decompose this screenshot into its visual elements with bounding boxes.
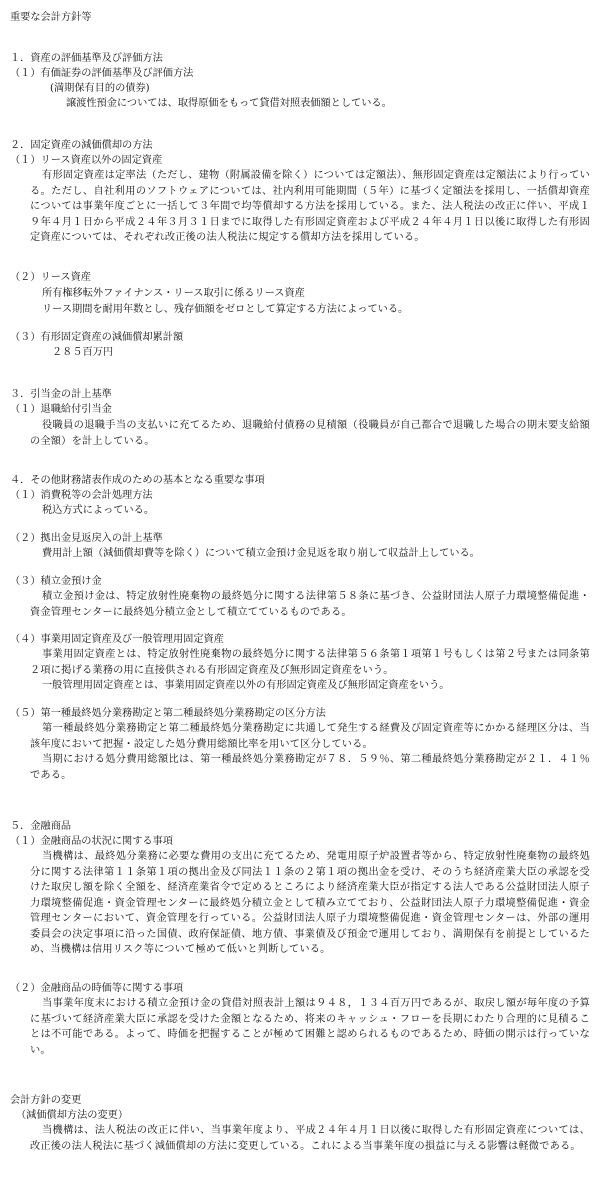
section-2-sub-2-heading: （２）リース資産 <box>10 272 91 283</box>
section-4-sub-5-body-2: 当期における処分費用総額比は、第一種最終処分業務勘定が７８．５９％、第二種最終処分業務勘定が２１．４１％である。 <box>30 754 590 781</box>
section-2-sub-2-line-1: 所有権移転外ファイナンス・リース取引に係るリース資産 <box>42 288 305 299</box>
section-5-heading: ５．金融商品 <box>10 821 72 832</box>
section-4-sub-3-body: 積立金預け金は、特定放射性廃棄物の最終処分に関する法律第５８条に基づき、公益財団法人原子力環境整備促進・資金管理センターに最終処分積立金として積立てているものである。 <box>30 591 590 618</box>
section-4-sub-5-heading: （５）第一種最終処分業務勘定と第二種最終処分業務勘定の区分方法 <box>10 708 326 719</box>
policy-change-body: 当機構は、法人税法の改正に伴い、当事業年度より、平成２４年４月１日以後に取得した有形固定資産については、改正後の法人税法に基づく減価償却の方法に変更している。これによる当事業年度の損益に与える影響は軽微である。 <box>30 1125 590 1152</box>
section-2-sub-2-line-2: リース期間を耐用年数とし、残存価額をゼロとして算定する方法によっている。 <box>42 304 409 315</box>
section-4-heading: ４．その他財務諸表作成のための基本となる重要な事項 <box>10 475 265 486</box>
document-title: 重要な会計方針等 <box>10 12 92 23</box>
section-4-sub-1-body: 税込方式によっている。 <box>42 505 155 516</box>
section-2-sub-3-value: ２８５百万円 <box>52 347 114 358</box>
section-5-sub-1-body: 当機構は、最終処分業務に必要な費用の支出に充てるため、発電用原子炉設置者等から、特定放射性廃棄物の最終処分に関する法律第１１条第１項の拠出金及び同法１１条の２第１項の拠出金を受け、そのうち経済産業大臣の承認を受けた取戻し額を除く全額を、経済産業省令で定めるところにより経済産業大臣が指定する法人である公益財団法人原子力環境整備促進・資金管理センターに最終処分積立金として積み立てており、公益財団法人原子力環境整備促進・資金管理センターにおいて、資金管理を行っている。公益財団法人原子力環境整備促進・資金管理センターは、外部の運用委員会の決定事項に沿った国債、政府保証債、地方債、事業債及び預金で運用しており、満期保有を前提としているため、当機構は信用リスク等について極めて低いと判断している。 <box>30 851 590 955</box>
section-4-sub-1-heading: （１）消費税等の会計処理方法 <box>10 490 153 501</box>
section-4-sub-4-body-2: 一般管理用固定資産とは、事業用固定資産以外の有形固定資産及び無形固定資産をいう。 <box>42 680 450 691</box>
section-4-sub-4-heading: （４）事業用固定資産及び一般管理用固定資産 <box>10 634 224 645</box>
section-3-sub-1-heading: （１）退職給付引当金 <box>10 404 112 415</box>
section-1-sub-1-body: 譲渡性預金については、取得原価をもって貸借対照表価額としている。 <box>66 98 392 109</box>
section-2-sub-3-heading: （３）有形固定資産の減価償却累計額 <box>10 332 184 343</box>
section-2-heading: ２．固定資産の減価償却の方法 <box>10 140 153 151</box>
section-5-sub-2-heading: （２）金融商品の時価等に関する事項 <box>10 983 184 994</box>
section-4-sub-4-body-1: 事業用固定資産とは、特定放射性廃棄物の最終処分に関する法律第５６条第１項第１号もしくは第２号または同条第２項に掲げる業務の用に直接供される有形固定資産及び無形固定資産をいう。 <box>30 649 590 676</box>
section-3-sub-1-body: 役職員の退職手当の支払いに充てるため、退職給付債務の見積額（役職員が自己都合で退職した場合の期末要支給額の全額）を計上している。 <box>30 420 590 447</box>
section-4-sub-2-body: 費用計上額（減価償却費等を除く）について積立金預け金見返を取り崩して収益計上している。 <box>42 548 480 559</box>
section-1-sub-1-note: (満期保有目的の債券) <box>50 83 150 94</box>
section-2-sub-1-heading: （１）リース資産以外の固定資産 <box>10 155 163 166</box>
section-1-heading: １．資産の評価基準及び評価方法 <box>10 53 163 64</box>
section-2-sub-1-body: 有形固定資産は定率法（ただし、建物（附属設備を除く）については定額法）、無形固定資産は定額法により行っている。ただし、自社利用のソフトウェアについては、社内利用可能期間（５年）に基づく定額法を採用し、一括償却資産については事業年度ごとに一括して３年間で均等償却する方法を採用している。また、法人税法の改正に伴い、平成１９年４月１日から平成２４年３月３１日までに取得した有形固定資産および平成２４年４月１日以後に取得した有形固定資産については、それぞれ改正後の法人税法に規定する償却方法を採用している。 <box>30 170 590 243</box>
section-4-sub-5-body-1: 第一種最終処分業務勘定と第二種最終処分業務勘定に共通して発生する経費及び固定資産等にかかる経理区分は、当該年度において把握・設定した処分費用総額比率を用いて区分している。 <box>30 723 590 750</box>
section-5-sub-1-heading: （１）金融商品の状況に関する事項 <box>10 836 173 847</box>
section-1-sub-1-heading: （１）有価証券の評価基準及び評価方法 <box>10 68 194 79</box>
policy-change-subheading: （減価償却方法の変更） <box>16 1110 129 1121</box>
section-4-sub-2-heading: （２）拠出金見返戻入の計上基準 <box>10 533 163 544</box>
section-3-heading: ３．引当金の計上基準 <box>10 389 112 400</box>
section-5-sub-2-body: 当事業年度末における積立金預け金の貸借対照表計上額は９４８，１３４百万円であるが、取戻し額が毎年度の予算に基づいて経済産業大臣に承認を受けた金額となるため、将来のキャッシュ・フローを長期にわたり合理的に見積ることは不可能である。よって、時価を把握することが極めて困難と認められるものであるため、時価の開示は行っていない。 <box>30 998 590 1056</box>
policy-change-heading: 会計方針の変更 <box>10 1095 82 1106</box>
section-4-sub-3-heading: （３）積立金預け金 <box>10 576 102 587</box>
